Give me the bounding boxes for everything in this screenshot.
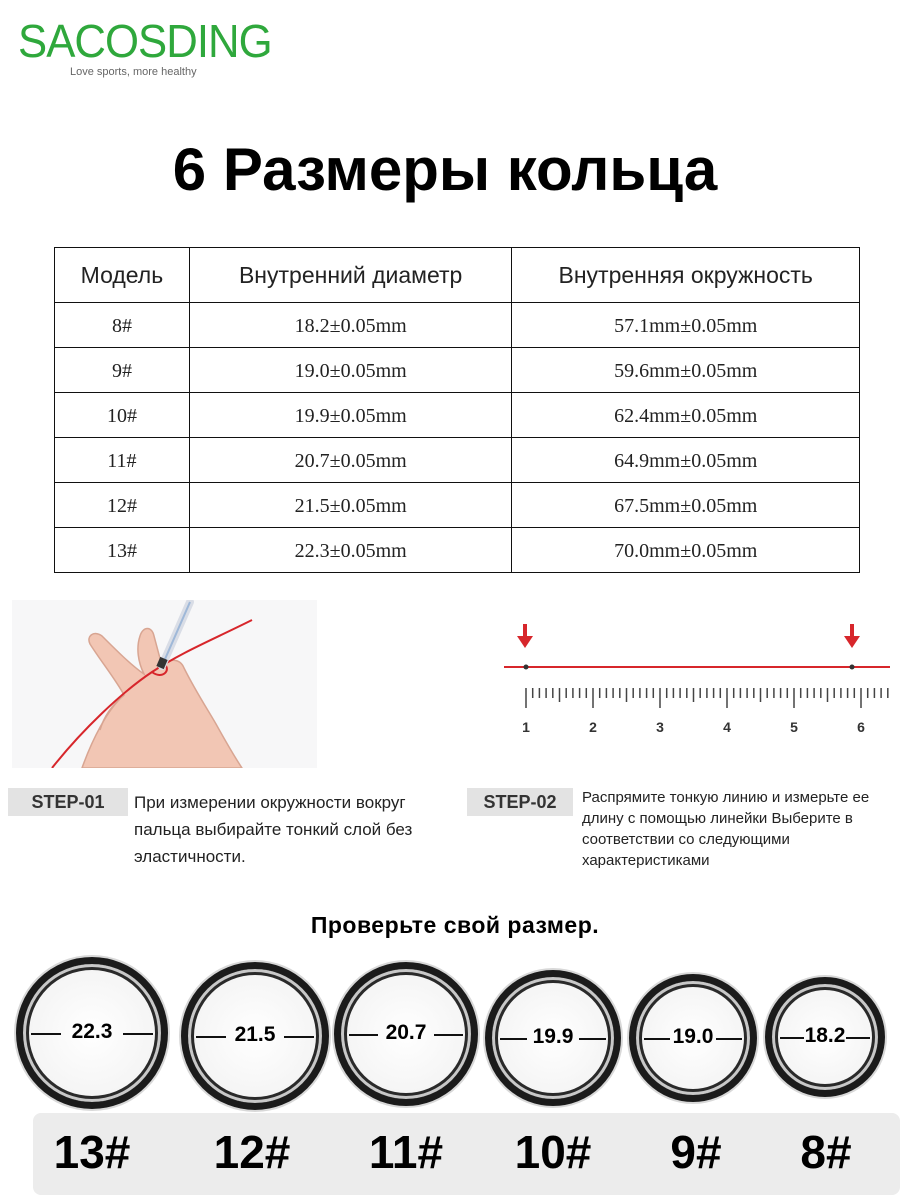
ring-image <box>629 974 757 1102</box>
ruler-number: 1 <box>522 719 530 735</box>
cell-model: 8# <box>55 303 190 348</box>
page-title: 6 Размеры кольца <box>172 136 718 203</box>
table-row <box>55 348 860 393</box>
cell-model: 13# <box>55 528 190 573</box>
ruler-number: 5 <box>790 719 798 735</box>
ring-image <box>16 957 168 1109</box>
ring-size-label: 11# <box>368 1126 444 1178</box>
cell-diameter: 20.7±0.05mm <box>189 438 512 483</box>
ruler-number: 3 <box>656 719 664 735</box>
table-row <box>55 528 860 573</box>
header-model: Модель <box>55 248 190 303</box>
ring-size-label: 8# <box>800 1126 852 1178</box>
ring-diameter-label: 19.9 <box>532 1024 574 1048</box>
ruler-number: 4 <box>723 719 731 735</box>
table-row <box>55 438 860 483</box>
ruler-number: 2 <box>589 719 597 735</box>
cell-diameter: 19.9±0.05mm <box>189 393 512 438</box>
ring-image <box>485 970 621 1106</box>
table-row <box>55 303 860 348</box>
cell-model: 11# <box>55 438 190 483</box>
cell-circumference: 57.1mm±0.05mm <box>512 303 860 348</box>
ring-image <box>181 962 329 1110</box>
step-01-badge: STEP-01 <box>8 788 128 816</box>
cell-diameter: 21.5±0.05mm <box>189 483 512 528</box>
size-table <box>54 247 860 573</box>
cell-circumference: 70.0mm±0.05mm <box>512 528 860 573</box>
step-01-text: При измерении окружности вокруг пальца выбирайте тонкий слой без эластичности. <box>134 793 413 866</box>
table-header-row <box>55 248 860 303</box>
ring-diameter-label: 20.7 <box>385 1020 427 1044</box>
cell-circumference: 64.9mm±0.05mm <box>512 438 860 483</box>
brand-logo <box>16 8 276 88</box>
cell-diameter: 19.0±0.05mm <box>189 348 512 393</box>
header-inner-circumference: Внутренняя окружность <box>512 248 860 303</box>
ring-size-label: 10# <box>514 1126 592 1178</box>
ring-diameter-label: 21.5 <box>234 1022 276 1046</box>
cell-circumference: 62.4mm±0.05mm <box>512 393 860 438</box>
hand-measuring-image <box>12 600 317 768</box>
ring-size-label: 12# <box>213 1126 291 1178</box>
step-02-text: Распрямите тонкую линию и измерьте ее длину с помощью линейки Выберите в соответствии со следующими характеристиками <box>582 789 870 869</box>
cell-circumference: 59.6mm±0.05mm <box>512 348 860 393</box>
ring-diameter-label: 22.3 <box>71 1019 113 1043</box>
brand-tagline: Love sports, more healthy <box>70 66 197 78</box>
table-row <box>55 393 860 438</box>
arrow-down-icon <box>844 624 860 648</box>
cell-diameter: 18.2±0.05mm <box>189 303 512 348</box>
cell-model: 9# <box>55 348 190 393</box>
ring-image <box>334 962 478 1106</box>
cell-diameter: 22.3±0.05mm <box>189 528 512 573</box>
arrow-down-icon <box>517 624 533 648</box>
ring-image <box>765 977 885 1097</box>
ruler-number: 6 <box>857 719 865 735</box>
ruler-diagram <box>500 620 900 750</box>
table-row <box>55 483 860 528</box>
brand-name: SACOSDING <box>18 15 272 67</box>
cell-circumference: 67.5mm±0.05mm <box>512 483 860 528</box>
ring-size-label: 13# <box>53 1126 131 1178</box>
cell-model: 12# <box>55 483 190 528</box>
cell-model: 10# <box>55 393 190 438</box>
check-size-heading: Проверьте свой размер. <box>310 912 600 938</box>
header-inner-diameter: Внутренний диаметр <box>189 248 512 303</box>
ring-diameter-label: 18.2 <box>804 1023 846 1047</box>
step-02-badge: STEP-02 <box>467 788 573 816</box>
ring-size-label: 9# <box>670 1126 722 1178</box>
ring-diameter-label: 19.0 <box>672 1024 714 1048</box>
